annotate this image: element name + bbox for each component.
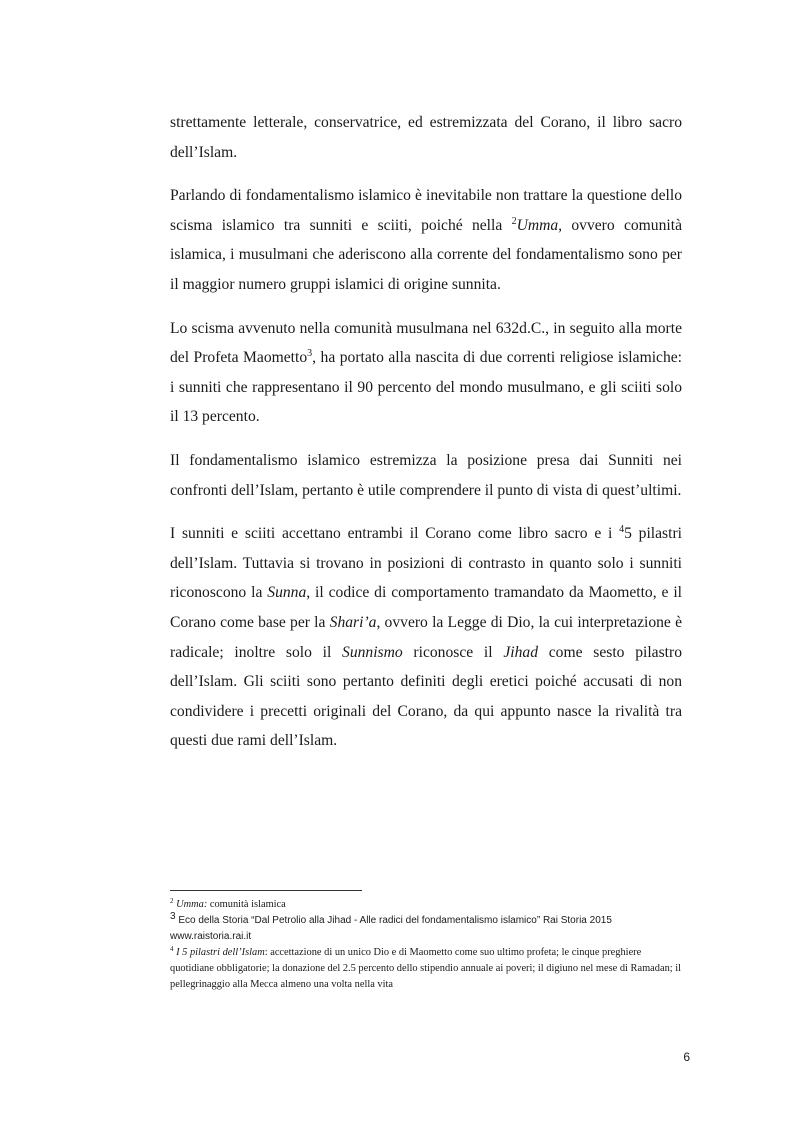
page-number: 6 bbox=[683, 1050, 690, 1064]
footnote-ref-2[interactable]: 2 bbox=[511, 215, 517, 227]
footnote-ref-3[interactable]: 3 bbox=[307, 348, 313, 360]
footnotes bbox=[170, 897, 682, 993]
term-umma: Umma, bbox=[516, 216, 563, 234]
footnote-3: $^3$ Eco della Storia “Dal Petrolio alla Jihad - Alle radici del fondamentalismo islamico” Rai Storia 2015 www.raistoria.rai.it bbox=[170, 911, 612, 942]
paragraph-1: strettamente letterale, conservatrice, ed estremizzata del Corano, il libro sacro dell’Islam. bbox=[170, 114, 682, 161]
term-sunnismo: Sunnismo bbox=[342, 643, 403, 661]
footnote-2: $^2$ Umma: comunità islamica bbox=[170, 897, 286, 910]
paragraph-3: Lo scisma avvenuto nella comunità musulmana nel 632d.C., in seguito alla morte del Profeta Maometto$^3$, ha portato alla nascita di due correnti religiose islamiche: i sunniti che rappresentano il 90 percento del mondo musulmano, e gli sciiti solo il 13 percento. bbox=[170, 319, 682, 426]
term-sunna: Sunna bbox=[267, 584, 307, 602]
footnote-separator bbox=[170, 890, 362, 891]
footnote-ref-4[interactable]: 4 bbox=[619, 524, 625, 536]
paragraph-5: I sunniti e sciiti accettano entrambi il Corano come libro sacro e i $^4$5 pilastri dell’Islam. Tuttavia si trovano in posizioni di contrasto in quanto solo i sunniti riconoscono la Sunna, il codice di comportamento tramandato da Maometto, e il Corano come base per la Shari’a, ovvero la Legge di Dio, la cui interpretazione è radicale; inoltre solo il Sunnismo riconosce il Jihad come sesto pilastro dell’Islam. Gli sciiti sono pertanto definiti degli eretici poiché accusati di non condividere i precetti originali del Corano, da qui appunto nasce la rivalità tra questi due rami dell’Islam. bbox=[170, 524, 682, 750]
footnote-4: $^4$ I 5 pilastri dell’Islam: accettazione di un unico Dio e di Maometto come suo ultimo profeta; le cinque preghiere quotidiane obbligatorie; la donazione del 2.5 percento dello stipendio annuale ai poveri; il digiuno nel mese di Ramadan; il pellegrinaggio alla Mecca almeno una volta nella vita bbox=[170, 945, 682, 990]
paragraph-4: Il fondamentalismo islamico estremizza la posizione presa dai Sunniti nei confronti dell’Islam, pertanto è utile comprendere il punto di vista di quest’ultimi. bbox=[170, 451, 682, 499]
term-sharia: Shari’a bbox=[329, 613, 377, 631]
footnote-3-text: Eco della Storia “Dal Petrolio alla Jihad - Alle radici del fondamentalismo islamico” Rai Storia 2015 www.raistoria.rai.it bbox=[170, 915, 612, 942]
term-jihad: Jihad bbox=[503, 643, 539, 661]
body-text bbox=[170, 108, 682, 770]
paragraph-2: Parlando di fondamentalismo islamico è inevitabile non trattare la questione dello scisma islamico tra sunniti e sciiti, poiché nella $^2$Umma, ovvero comunità islamica, i musulmani che aderiscono alla corrente del fondamentalismo sono per il maggior numero gruppi islamici di origine sunnita. bbox=[170, 187, 682, 293]
